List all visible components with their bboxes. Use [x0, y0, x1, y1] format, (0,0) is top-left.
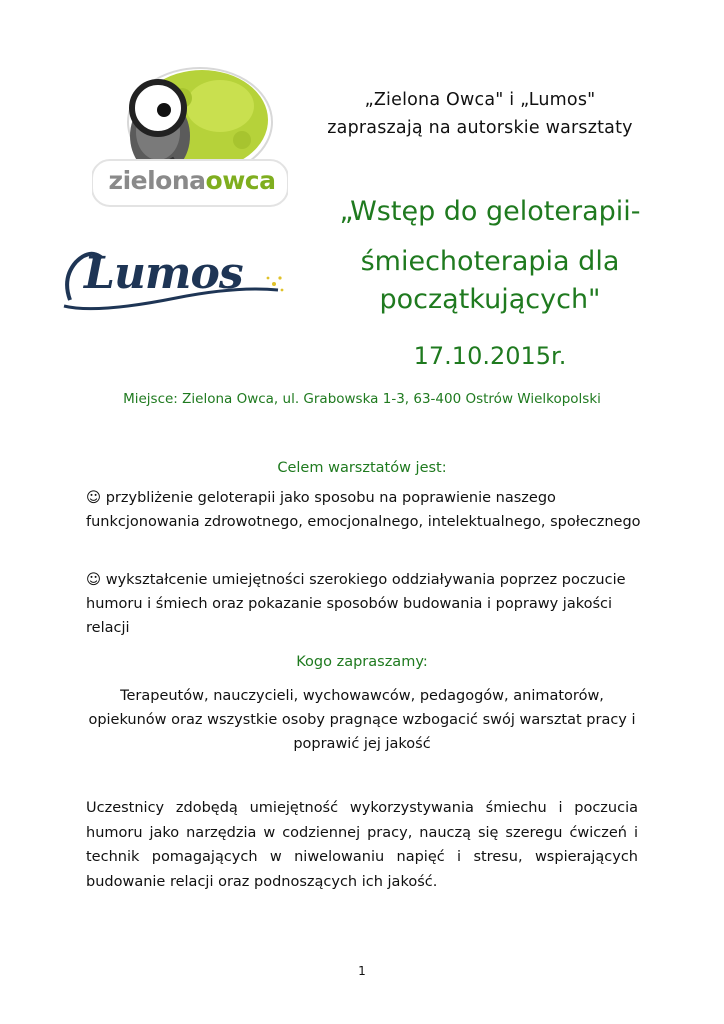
invitees-text: Terapeutów, nauczycieli, wychowawców, pedagogów, animatorów, opiekunów oraz wszystkie osoby pragnące wzbogacić swój warsztat pracy i poprawić jej jakość: [88, 688, 636, 752]
invite-line-2: zapraszają na autorskie warsztaty: [327, 118, 633, 138]
logo-word-zielona: zielona: [108, 166, 206, 195]
invite-line-1: „Zielona Owca" i „Lumos": [364, 90, 596, 110]
title-line-2: śmiechoterapia dla: [360, 246, 620, 277]
lumos-wordmark: Lumos: [84, 248, 243, 299]
event-date: 17.10.2015r.: [413, 342, 567, 370]
goals-heading: Celem warsztatów jest:: [277, 460, 447, 476]
goal-item: ☺ wykształcenie umiejętności szerokiego oddziaływania poprzez poczucie humoru i śmiech oraz pokazanie sposobów budowania i poprawy jakości relacji: [86, 572, 626, 636]
lumos-logo: [56, 238, 288, 320]
zielona-owca-logo: [92, 48, 288, 208]
title-line-3: początkujących": [379, 284, 601, 315]
zielona-owca-wordmark: [102, 166, 282, 195]
invitees-heading: Kogo zapraszamy:: [296, 654, 428, 670]
goal-item: ☺ przybliżenie geloterapii jako sposobu na poprawienie naszego funkcjonowania zdrowotnego, emocjonalnego, intelektualnego, społecznego: [86, 490, 641, 530]
event-place: Miejsce: Zielona Owca, ul. Grabowska 1-3, 63-400 Ostrów Wielkopolski: [123, 391, 601, 407]
title-line-1: „Wstęp do geloterapii-: [339, 196, 641, 227]
logo-word-owca: owca: [205, 166, 276, 195]
page-number: 1: [358, 964, 366, 978]
summary-paragraph: Uczestnicy zdobędą umiejętność wykorzystywania śmiechu i poczucia humoru jako narzędzia w codziennej pracy, nauczą się szeregu ćwiczeń i technik pomagających w niwelowaniu napięć i stresu, wspierających budowanie relacji oraz podnoszących ich jakość.: [86, 800, 638, 890]
